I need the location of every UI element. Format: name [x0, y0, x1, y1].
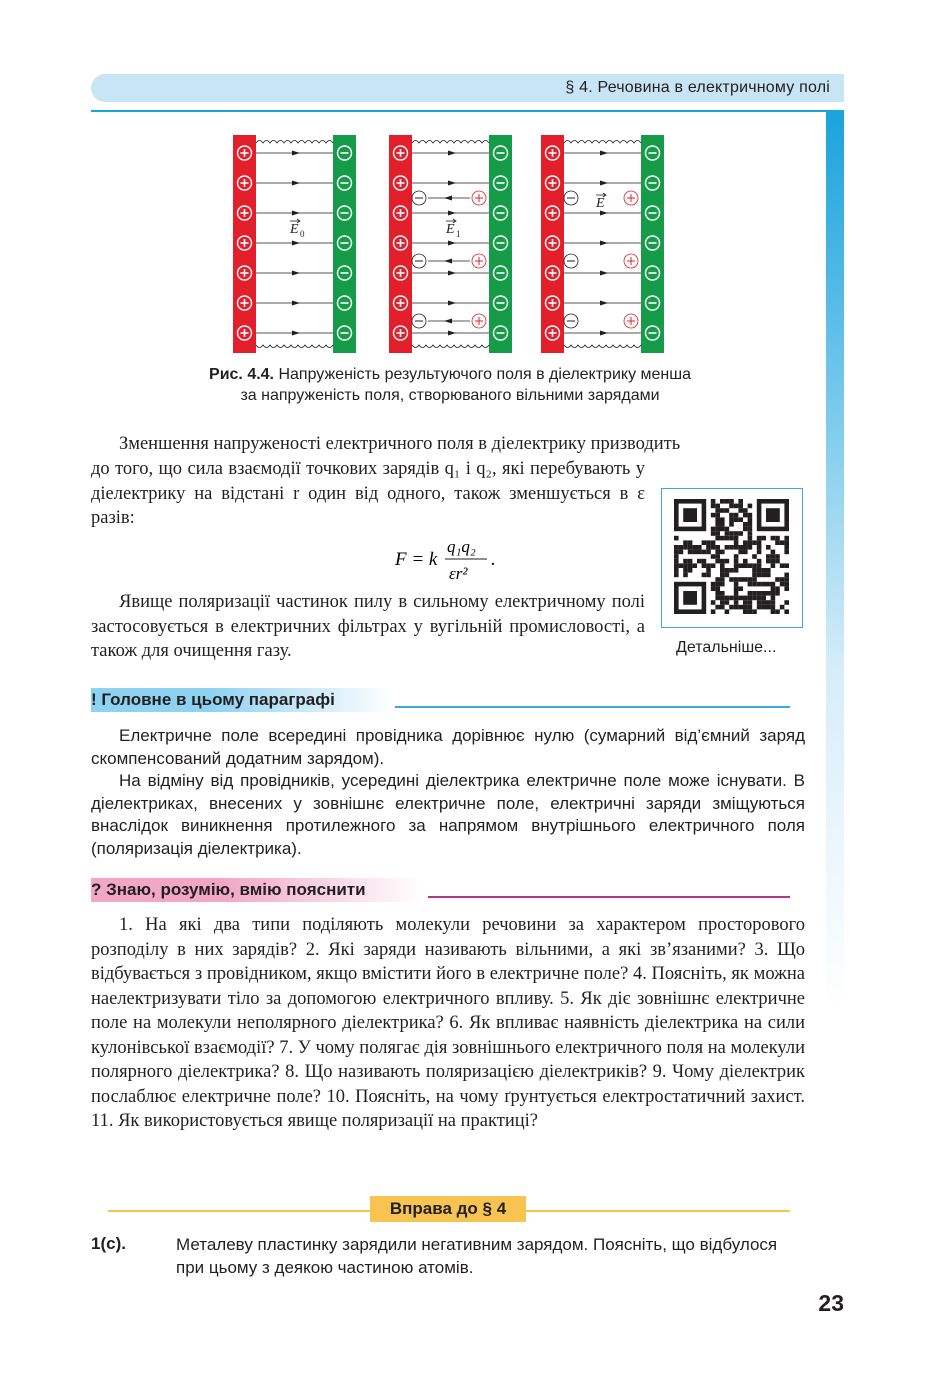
svg-text:0: 0	[300, 229, 305, 239]
formula-end: .	[491, 549, 496, 570]
questions-text: 1. На які два типи поділяють молекули речовини за характером просторового розподілу в них зарядів? 2. Які заряди називають вільними, а які зв’язаними? 3. Що відбувається з провідником, якщо вмістити його в електричне поле? 4. Поясніть, як можна наелектризувати тіло за допомогою електричного впливу. 5. Як діє зовнішнє електричне поле на молекули неполярного діелектрика? 6. Як впливає наявність діелектрика на сили кулонівської взаємодії? 7. У чому полягає дія зовнішнього електричного поля на молекули полярного діелектрика? 8. Що називають поляризацією діелектриків? 9. Чому діелектрик послаблює електричне поле? 10. Поясніть, на чому ґрунтується електростатичний захист. 11. Як використовується явище поляризації на практиці?	[91, 915, 805, 1131]
exercise-rule-right	[526, 1210, 790, 1212]
qr-code[interactable]	[661, 488, 803, 628]
formula-lhs: F = k	[395, 549, 438, 570]
figure-caption	[120, 364, 780, 406]
section-questions-rule	[428, 896, 790, 898]
header-rule	[91, 110, 844, 112]
side-accent-bar	[826, 110, 844, 1190]
main-points-paragraph-1: Електричне поле всередині провідника дорівнює нулю (сумарний від’ємний заряд скомпенсований додатним зарядом).	[91, 726, 805, 768]
figure-panel-2	[389, 135, 512, 353]
figure-panel-1	[233, 135, 356, 353]
main-points-paragraph-2: На відміну від провідників, усередині діелектрика електричне поле може існувати. В діелектриках, внесених у зовнішнє електричне поле, електричні заряди зміщуються внаслідок виникнення протилежного за напрямом внутрішнього електричного поля (поляризація діелектрика).	[91, 771, 805, 858]
paragraph-2: Явище поляризації частинок пилу в сильному електричному полі застосовується в електричних фільтрах у вугільній промисловості, а також для очищення газу.	[91, 592, 645, 661]
figure-panel-3	[541, 135, 664, 353]
field-label-3: E	[596, 196, 605, 211]
caption-text: Напруженість результуючого поля в діелектрику менша	[274, 366, 691, 383]
section-main-points-title: ! Головне в цьому параграфі	[91, 688, 391, 712]
caption-line2: за напруженість поля, створюваного вільними зарядами	[240, 387, 660, 404]
paragraph-1-rest: до того, що сила взаємодії точкових зарядів q₁ і q₂, які перебувають у діелектрику на відстані r один від одного, також зменшується в ε разів:	[91, 459, 645, 528]
page-number: 23	[818, 1290, 844, 1316]
figure-4-4	[230, 135, 666, 353]
formula-numerator: q₁q₂	[447, 537, 476, 556]
exercise-rule-left	[108, 1210, 370, 1212]
qr-caption[interactable]: Детальніше...	[676, 639, 777, 656]
formula-denominator: εr²	[449, 564, 468, 583]
exercise-number: 1(с).	[91, 1234, 126, 1253]
coulomb-formula	[395, 534, 505, 590]
section-main-points-rule	[395, 706, 790, 708]
exercise-title: Вправа до § 4	[370, 1196, 526, 1222]
field-label-1: E	[290, 222, 299, 237]
exercise-text: Металеву пластинку зарядили негативним зарядом. Поясніть, що відбулося при цьому з деякою частиною атомів.	[176, 1235, 778, 1277]
qr-code-icon	[662, 489, 801, 626]
field-label-2: E	[446, 222, 455, 237]
paragraph-1-first-line: Зменшення напруженості електричного поля в діелектрику призводить	[119, 434, 681, 454]
running-header: § 4. Речовина в електричному полі	[565, 79, 830, 96]
svg-text:1: 1	[456, 229, 461, 239]
caption-label: Рис. 4.4.	[209, 366, 274, 383]
section-questions-title: ? Знаю, розумію, вмію пояснити	[91, 878, 421, 902]
